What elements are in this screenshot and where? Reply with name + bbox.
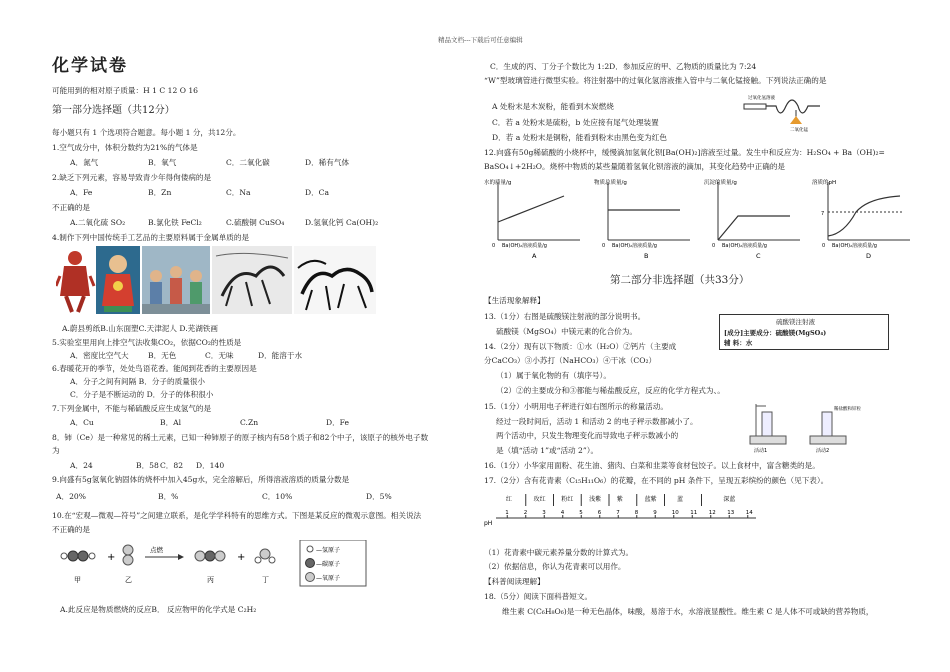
graph-a-origin: 0 xyxy=(492,243,496,249)
graph-d xyxy=(812,178,910,260)
legend-hydrogen: —氢原子 xyxy=(316,547,341,554)
q15-line1: 15.（1分）小明用电子秤进行如右图所示的称量活动。 xyxy=(484,402,668,411)
q5-option-d: D．能溶于水 xyxy=(258,351,303,360)
ph-tick-label: 9 xyxy=(653,510,657,516)
graph-b xyxy=(594,178,690,260)
ph-tick-label: 13 xyxy=(727,510,735,516)
q8-option-c: C．82 xyxy=(160,461,184,470)
q8-option-d: D．140 xyxy=(196,461,225,470)
label-yi: 乙 xyxy=(125,576,132,584)
ph-tick-label: 11 xyxy=(690,510,698,516)
q7-option-b: B．Al xyxy=(160,418,182,427)
atomic-mass-line: 可能用到的相对原子质量：H 1 C 12 O 16 xyxy=(52,86,199,95)
q1-option-d: D．稀有气体 xyxy=(305,158,350,167)
q8-option-a: A．24 xyxy=(70,461,93,470)
ph-color-label: 粉红 xyxy=(561,496,574,503)
q11-option-c: C．若 a 处粉末是硫粉，b 处应接有尾气处理装置 xyxy=(492,118,659,127)
graph-a-xlabel: Ba(OH)₂溶液质量/g xyxy=(502,243,547,249)
q1-option-a: A．氮气 xyxy=(70,158,99,167)
flask-icon xyxy=(822,412,832,436)
graph-c xyxy=(704,178,800,260)
q5-option-c: C．无味 xyxy=(205,351,234,360)
q2-option-d: D．Ca xyxy=(305,188,330,197)
q10-option-c: C．生成的丙、丁分子个数比为 1:2D．参加反应的甲、乙物质的质量比为 7:24 xyxy=(490,62,757,71)
q14-line2: 分CaCO₃）③小苏打（NaHCO₃）④干冰（CO₂） xyxy=(484,356,657,365)
graph-d-curve xyxy=(828,196,900,236)
q9-option-b: B．% xyxy=(158,492,179,501)
graph-d-seven: 7 xyxy=(821,211,825,217)
q17-answer-1: （1）花青素中碳元素养量分数的计算式为。 xyxy=(484,548,634,557)
graph-c-curve xyxy=(718,216,790,240)
q17-answer-2: （2）依据信息，你认为花青素可以用作。 xyxy=(484,562,626,571)
q9-stem: 9.向盛有5g氢氧化钠固体的烧杯中加入45g水，完全溶解后，所得溶液溶质的质量分数是 xyxy=(52,475,350,484)
molecule-ding xyxy=(255,549,275,563)
graph-a-ylabel: 水的质量/g xyxy=(484,180,512,186)
ph-ticks xyxy=(505,510,753,518)
graph-a xyxy=(484,178,580,260)
graph-c-origin: 0 xyxy=(712,243,716,249)
ph-color-table xyxy=(484,492,764,528)
q11-option-a: A 处粉末是木炭粉，能看到木炭燃烧 xyxy=(492,102,614,111)
q14-line4: （2）②的主要成分和③都能与稀盐酸反应，反应的化学方程式为、。 xyxy=(496,386,725,395)
ph-tick-label: 14 xyxy=(745,510,753,516)
dough-figure-image xyxy=(96,246,140,314)
q5-option-b: B．无色 xyxy=(148,351,177,360)
q11-option-d: D．若 a 处粉末是铜粉，能看到粉末由黑色变为红色 xyxy=(492,133,667,142)
q9-option-c: C．10% xyxy=(262,492,293,501)
label-ding: 丁 xyxy=(262,576,269,584)
legend-oxygen: —氧原子 xyxy=(316,575,341,582)
q9-option-a: A．20% xyxy=(56,492,86,501)
ph-color-label: 深蓝 xyxy=(723,496,736,503)
graph-d-xlabel: Ba(OH)₂溶液质量/g xyxy=(832,243,877,249)
ph-color-labels xyxy=(506,494,735,506)
arrow-head-icon xyxy=(178,554,184,560)
plus-sign-2: + xyxy=(237,552,246,563)
legend-carbon: —碳原子 xyxy=(316,561,341,568)
ph-color-label: 浅紫 xyxy=(589,496,602,503)
q4-stem: 4.制作下列中国传统手工艺品的主要原料属于金属单质的是 xyxy=(52,233,250,242)
graph-c-letter: C xyxy=(756,252,761,260)
graph-c-ylabel: 沉淀的质量/g xyxy=(704,180,737,186)
q8-stem-end: 为 xyxy=(52,446,60,455)
ph-tick-label: 1 xyxy=(505,510,509,516)
q3-option-d: D.氢氧化钙 Ca(OH)₂ xyxy=(305,218,379,227)
q18-line2: 维生素 C(C₆H₈O₆)是一种无色晶体，味酸，易溶于水，水溶液显酸性。维生素 C 是人体不可或缺的营养物质， xyxy=(502,607,874,616)
flame-icon xyxy=(790,116,802,124)
q6-options-ab: A．分子之间有间隔 B．分子的质量很小 xyxy=(70,377,205,386)
ph-tick-label: 6 xyxy=(597,510,602,516)
q3-option-a: A.二氧化硫 SO₂ xyxy=(70,218,126,227)
q14-line3: （1）属于氧化物的有（填序号）。 xyxy=(496,371,611,380)
graph-b-ylabel: 物质总质量/g xyxy=(594,180,627,186)
q1-stem: 1.空气成分中，体积分数约为21%的气体是 xyxy=(52,143,198,152)
graph-d-letter: D xyxy=(866,252,872,260)
q15-line3: 两个活动中，只发生物理变化而导致电子秤示数减小的 xyxy=(496,431,679,440)
ph-color-label: 蓝紫 xyxy=(644,496,657,503)
ph-tick-label: 12 xyxy=(708,510,716,516)
q10-stem: 10.在“宏观—微观—符号”之间建立联系，是化学学科特有的思维方式。下图是某反应的微观示意图。相关说法 xyxy=(52,511,422,520)
graph-a-letter: A xyxy=(532,252,537,260)
page-title: 化学试卷 xyxy=(52,56,128,76)
ph-tick-label: 8 xyxy=(634,510,639,516)
q2-option-c: C．Na xyxy=(226,188,251,197)
q4-craft-images xyxy=(56,246,376,316)
q10-stem-end: 不正确的是 xyxy=(52,525,90,534)
q15-line4: 是（填“活动 1”或“活动 2”）。 xyxy=(496,446,599,455)
q2-option-b: B．Zn xyxy=(148,188,172,197)
scale-activity-2 xyxy=(810,405,861,454)
part2-heading: 第二部分非选择题（共33分） xyxy=(610,274,750,286)
ph-tick-label: 2 xyxy=(523,510,528,516)
q10-reaction-diagram xyxy=(50,540,370,590)
q16-text: 16.（1分）小华家用面粉、花生油、猪肉、白菜和韭菜等食材包饺子。以上食材中，富含糖类的是。 xyxy=(484,461,820,470)
syringe-icon xyxy=(744,104,766,109)
q5-stem: 5.实验室里用向上排空气法收集CO₂，依据CO₂的性质是 xyxy=(52,338,242,347)
scale-activity-1 xyxy=(750,404,786,454)
q12-graphs xyxy=(484,176,914,262)
label-box-title: 硫酸镁注射液 xyxy=(776,318,815,326)
iron-painting-image xyxy=(212,246,292,314)
q7-option-a: A．Cu xyxy=(70,418,94,427)
label-bing: 丙 xyxy=(207,576,214,584)
graph-b-letter: B xyxy=(644,252,649,260)
graph-b-origin: 0 xyxy=(602,243,606,249)
graph-a-curve xyxy=(498,196,564,222)
graph-c-xlabel: Ba(OH)₂溶液质量/g xyxy=(722,243,767,249)
q13-line1: 13.（1分）右图是硫酸镁注射液的部分说明书。 xyxy=(484,312,646,321)
ph-color-label: 红 xyxy=(505,496,512,503)
ph-tick-label: 3 xyxy=(542,510,546,516)
q3-stem: 不正确的是 xyxy=(52,203,90,212)
page-header: 精品文档---下载后可任意编辑 xyxy=(438,36,523,44)
activity-2-label: 活动2 xyxy=(816,448,830,454)
q17-stem: 17.（2分）含有花青素（C₁₅H₁₁O₆）的花瓣，在不同的 pH 条件下，呈现五彩缤纷的颜色（见下表）。 xyxy=(484,476,829,485)
q15-line2: 经过一段时间后，活动 1 和活动 2 的电子秤示数都减小了。 xyxy=(496,417,698,426)
molecule-jia xyxy=(61,551,95,561)
molecule-yi xyxy=(123,545,133,565)
label-box-ingredient: [成分]主要成分：硫酸镁(MgSO₄) xyxy=(724,329,827,337)
q14-line1: 14.（2分）现有以下物质：①水（H₂O）②钙片（主要成 xyxy=(484,342,677,351)
clay-figures-image xyxy=(142,246,210,314)
life-section-heading: 【生活现象解释】 xyxy=(484,296,545,305)
q6-options-cd: C．分子是不断运动的 D．分子的体积很小 xyxy=(70,390,214,399)
q3-option-b: B.氯化铁 FeCl₂ xyxy=(148,218,202,227)
q18-line1: 18.（5分）阅读下面科普短文。 xyxy=(484,592,593,601)
ph-axis-label: pH xyxy=(484,520,493,527)
q8-stem: 8．铈（Ce）是一种常见的稀土元素，已知一种铈原子的原子核内有58个质子和82个中子，该原子的核外电子数 xyxy=(52,433,429,442)
q6-stem: 6.春暖花开的季节，处处鸟语花香。能闻到花香的主要原因是 xyxy=(52,364,257,373)
q7-option-d: D．Fe xyxy=(326,418,350,427)
mgso4-label-box xyxy=(719,314,889,350)
graph-d-ylabel: 溶质的pH xyxy=(812,180,837,186)
label-jia: 甲 xyxy=(74,576,81,584)
part1-instruction: 每小题只有 1 个选项符合题意。每小题 1 分，共12分。 xyxy=(52,128,241,137)
q2-option-a: A．Fe xyxy=(70,188,93,197)
ph-tick-label: 4 xyxy=(560,510,565,516)
q9-option-d: D．5% xyxy=(366,492,392,501)
label-box-excipient: 辅 料：水 xyxy=(724,339,753,347)
part1-heading: 第一部分选择题（共12分） xyxy=(52,105,175,116)
q8-option-b: B．58 xyxy=(136,461,159,470)
molecule-bing xyxy=(195,551,225,561)
q7-stem: 7.下列金属中，不能与稀硫酸反应生成氢气的是 xyxy=(52,404,212,413)
q11-stem: “W”型玻璃管进行微型实验。将注射器中的过氧化氢溶液推入管中与二氧化锰接触。下列说法正确的是 xyxy=(484,76,827,85)
q12-stem-end: BaSO₄↓+2H₂O。烧杯中物质的某些量随着氢氧化钡溶液的滴加，其变化趋势中正确的是 xyxy=(484,162,786,171)
q1-option-c: C．二氧化碳 xyxy=(226,158,270,167)
ph-tick-label: 10 xyxy=(671,510,679,516)
ph-color-label: 紫 xyxy=(616,496,623,503)
activity-1-label: 活动1 xyxy=(754,448,768,454)
q7-option-c: C.Zn xyxy=(240,418,259,427)
q1-option-b: B．氧气 xyxy=(148,158,177,167)
q5-option-a: A．密度比空气大 xyxy=(70,351,129,360)
q2-stem: 2.缺乏下列元素，容易导致青少年得佝偻病的是 xyxy=(52,173,212,182)
plus-sign-1: + xyxy=(107,552,116,563)
graph-b-xlabel: Ba(OH)₂溶液质量/g xyxy=(612,243,657,249)
w-tube-label-catalyst: 二氧化锰 xyxy=(790,128,808,132)
q10-option-a: A.此反应是物质燃烧的反应B． 反应物甲的化学式是 C₂H₂ xyxy=(60,605,257,614)
atom-legend xyxy=(300,540,366,586)
ph-color-label: 蓝 xyxy=(677,496,684,503)
graph-d-origin: 0 xyxy=(822,243,826,249)
paper-cut-image xyxy=(56,246,94,314)
ph-tick-label: 5 xyxy=(579,510,583,516)
beaker-icon xyxy=(762,412,772,436)
w-tube-apparatus xyxy=(740,90,830,132)
science-reading-heading: 【科普阅读理解】 xyxy=(484,577,545,586)
ph-tick-label: 7 xyxy=(616,510,620,516)
w-tube-icon xyxy=(766,100,820,113)
ph-color-label: 玫红 xyxy=(533,496,546,503)
reaction-condition: 点燃 xyxy=(150,546,163,554)
q3-option-c: C.硫酸铜 CuSO₄ xyxy=(226,218,285,227)
q15-scales-figure xyxy=(744,398,864,456)
q12-stem: 12.向盛有50g稀硫酸的小烧杯中，缓慢滴加氢氧化钡[Ba(OH)₂]溶液至过量。发生中和反应为：H₂SO₄ + Ba（OH)₂= xyxy=(484,148,885,157)
w-tube-label-reagent: 过氧化氢溶液 xyxy=(748,96,775,101)
q4-options: A.蔚县剪纸B.山东面塑C.天津泥人 D.芜湖铁画 xyxy=(62,324,218,333)
activity-2-note: 稀盐酸和锌粒 xyxy=(834,407,861,412)
horses-image xyxy=(294,246,376,314)
q13-line2: 硫酸镁（MgSO₄）中镁元素的化合价为。 xyxy=(496,327,638,336)
